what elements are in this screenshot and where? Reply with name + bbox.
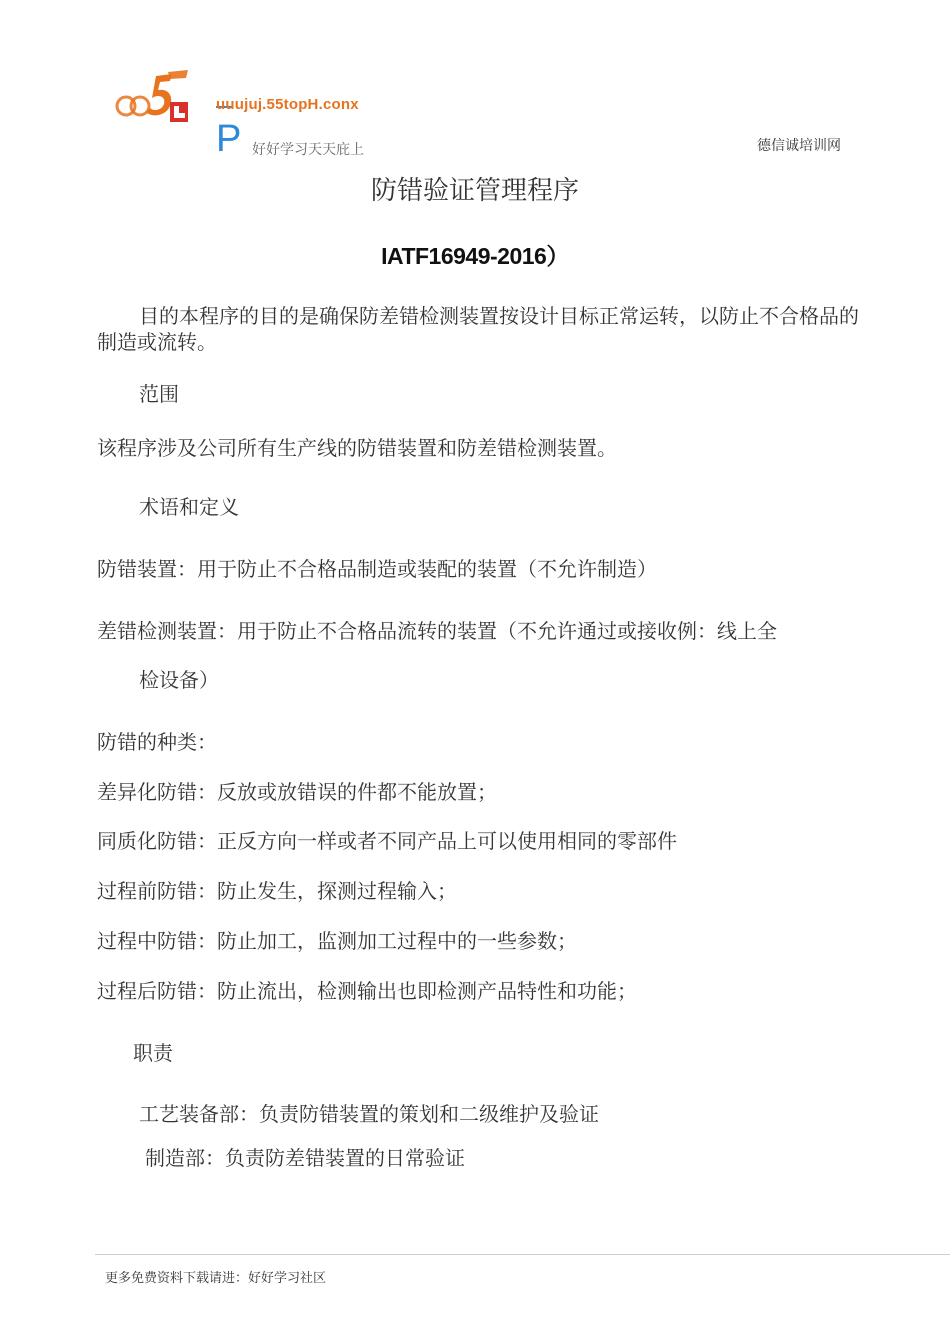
footer-text: 更多免费资料下载请进：好好学习社区 [105,1271,327,1286]
definition-error-detection-device-line2: 检设备） [139,668,219,692]
type-homogenization: 同质化防错：正反方向一样或者不同产品上可以使用相同的零部件 [97,829,677,853]
type-differentiation: 差异化防错：反放或放错误的件都不能放置； [97,780,497,804]
type-pre-process: 过程前防错：防止发生，探测过程输入； [97,879,457,903]
purpose-paragraph: 目的本程序的目的是确保防差错检测装置按设计目标正常运转，以防止不合格品的制造或流转。 [97,304,859,354]
site-logo [108,68,198,128]
logo-p-letter: P [216,118,242,160]
site-url: uuujuj.55topH.conx [216,96,359,113]
duty-tooling-department: 工艺装备部：负责防错装置的策划和二级维护及验证 [139,1102,599,1126]
document-subtitle: IATF16949-2016） [381,243,569,269]
definition-error-proofing-device: 防错装置：用于防止不合格品制造或装配的装置（不允许制造） [97,557,657,581]
type-post-process: 过程后防错：防止流出，检测输出也即检测产品特性和功能； [97,979,637,1003]
scope-heading: 范围 [139,382,179,406]
duties-heading: 职责 [133,1041,173,1065]
definition-error-detection-device-line1: 差错检测装置：用于防止不合格品流转的装置（不允许通过或接收例：线上全 [97,619,777,643]
duty-manufacturing-department: 制造部：负责防差错装置的日常验证 [145,1146,465,1170]
terms-heading: 术语和定义 [139,495,239,519]
document-title: 防错验证管理程序 [370,176,579,206]
footer-divider [95,1254,950,1255]
types-heading: 防错的种类： [97,730,217,754]
scope-text: 该程序涉及公司所有生产线的防错装置和防差错检测装置。 [97,436,617,460]
type-in-process: 过程中防错：防止加工，监测加工过程中的一些参数； [97,929,577,953]
logo-55-mark-icon [108,68,198,128]
site-slogan: 好好学习天天庇上 [252,142,364,158]
company-name: 德信诚培训网 [757,138,841,154]
